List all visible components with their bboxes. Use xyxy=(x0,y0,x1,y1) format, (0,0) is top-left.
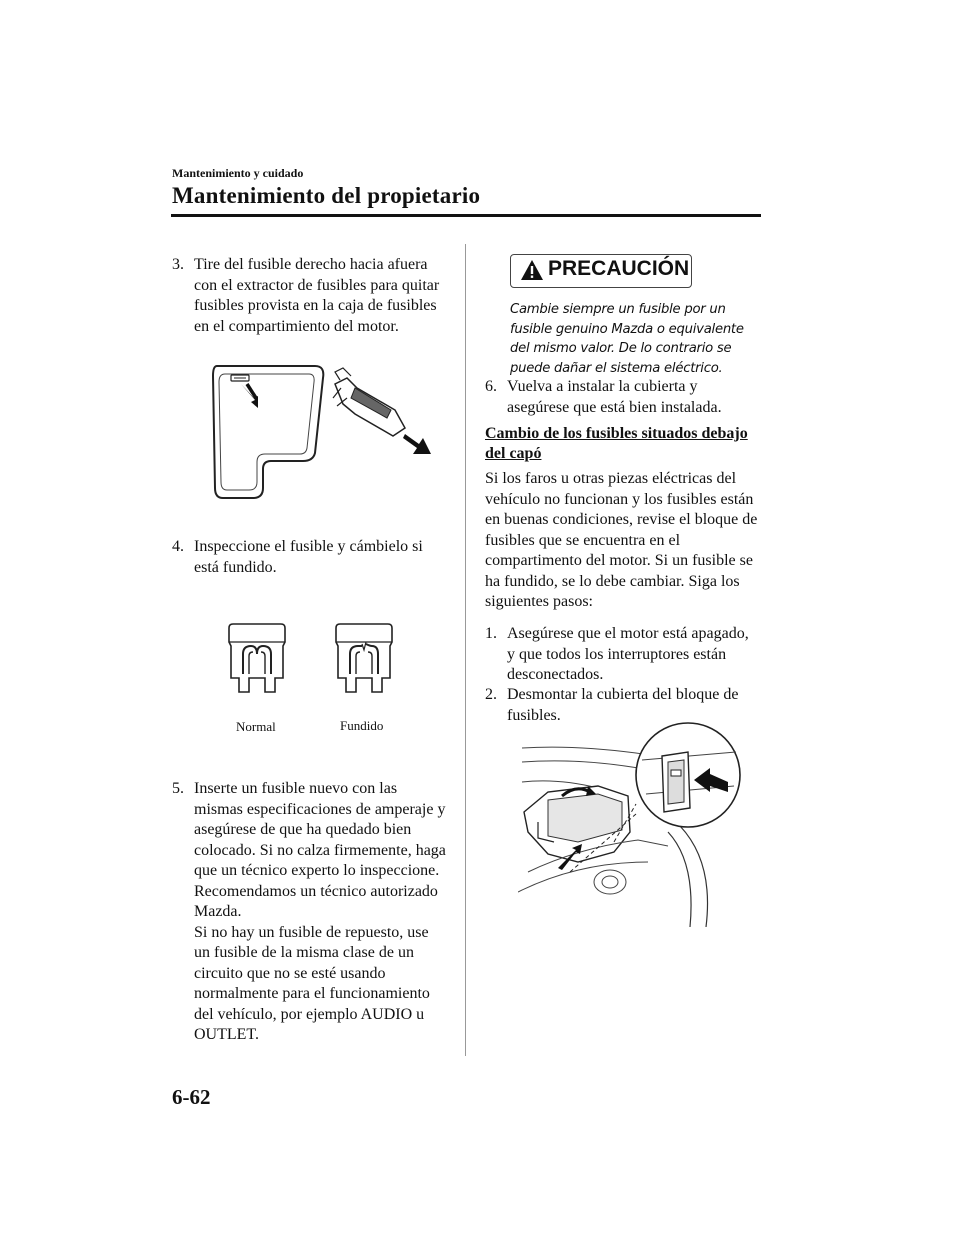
step-text: Inserte un fusible nuevo con las mismas especificaciones de amperaje y asegúrese de que ha quedado bien colocado. Si no calza firmemente, haga que un técnico experto lo inspeccione. Recomendamos un técnico autorizado Mazda. Si no hay un fusible de repuesto, use un fusible de la misma clase de un circuito que no se esté usando normalmente para el funcionamiento del vehículo, por ejemplo AUDIO u OUTLET. xyxy=(194,780,446,1043)
warning-icon xyxy=(520,259,544,281)
blown-fuse-icon xyxy=(332,622,396,696)
normal-fuse-icon xyxy=(225,622,289,696)
fuse-puller-detail xyxy=(333,368,431,454)
step-1 xyxy=(485,624,760,688)
step-text: Vuelva a instalar la cubierta y asegúrese que está bien instalada. xyxy=(507,378,722,416)
caution-title: PRECAUCIÓN xyxy=(548,257,690,280)
column-divider xyxy=(465,244,466,1056)
step-number: 3. xyxy=(172,256,184,273)
caution-text: Cambie siempre un fusible por un fusible genuino Mazda o equivalente del mismo valor. De lo contrario se puede dañar el sistema eléctrico. xyxy=(510,302,744,376)
engine-compartment-illustration xyxy=(518,722,750,927)
step-text: Desmontar la cubierta del bloque de fusibles. xyxy=(507,686,739,724)
normal-fuse-label: Normal xyxy=(236,719,276,734)
page-title: Mantenimiento del propietario xyxy=(172,183,481,208)
step-6 xyxy=(485,377,760,419)
page-number: 6-62 xyxy=(172,1085,211,1109)
step-3 xyxy=(172,255,462,340)
step-text: Asegúrese que el motor está apagado, y que todos los interruptores están desconectados. xyxy=(507,625,749,683)
step-number: 2. xyxy=(485,686,497,703)
step-4 xyxy=(172,537,462,582)
section-subheading: Cambio de los fusibles situados debajo del capó xyxy=(485,425,748,462)
step-text: Tire del fusible derecho hacia afuera con el extractor de fusibles para quitar fusibles provista en la caja de fusibles en el compartimiento del motor. xyxy=(194,256,440,335)
blown-fuse-label: Fundido xyxy=(340,718,384,733)
step-number: 1. xyxy=(485,625,497,642)
intro-paragraph: Si los faros u otras piezas eléctricas del vehículo no funcionan y los fusibles están en buenas condiciones, revise el bloque de fusibles que se encuentra en el compartimento del motor. Si un fusible se ha fundido, se lo debe cambiar. Siga los siguientes pasos: xyxy=(485,470,758,610)
step-number: 4. xyxy=(172,538,184,555)
step-2 xyxy=(485,685,760,727)
step-number: 5. xyxy=(172,780,184,797)
section-label: Mantenimiento y cuidado xyxy=(172,166,304,180)
step-text: Inspeccione el fusible y cámbielo si está fundido. xyxy=(194,538,423,576)
step-5 xyxy=(172,779,464,1049)
fuse-box-illustration xyxy=(205,358,440,508)
step-number: 6. xyxy=(485,378,497,395)
title-rule xyxy=(171,214,761,217)
